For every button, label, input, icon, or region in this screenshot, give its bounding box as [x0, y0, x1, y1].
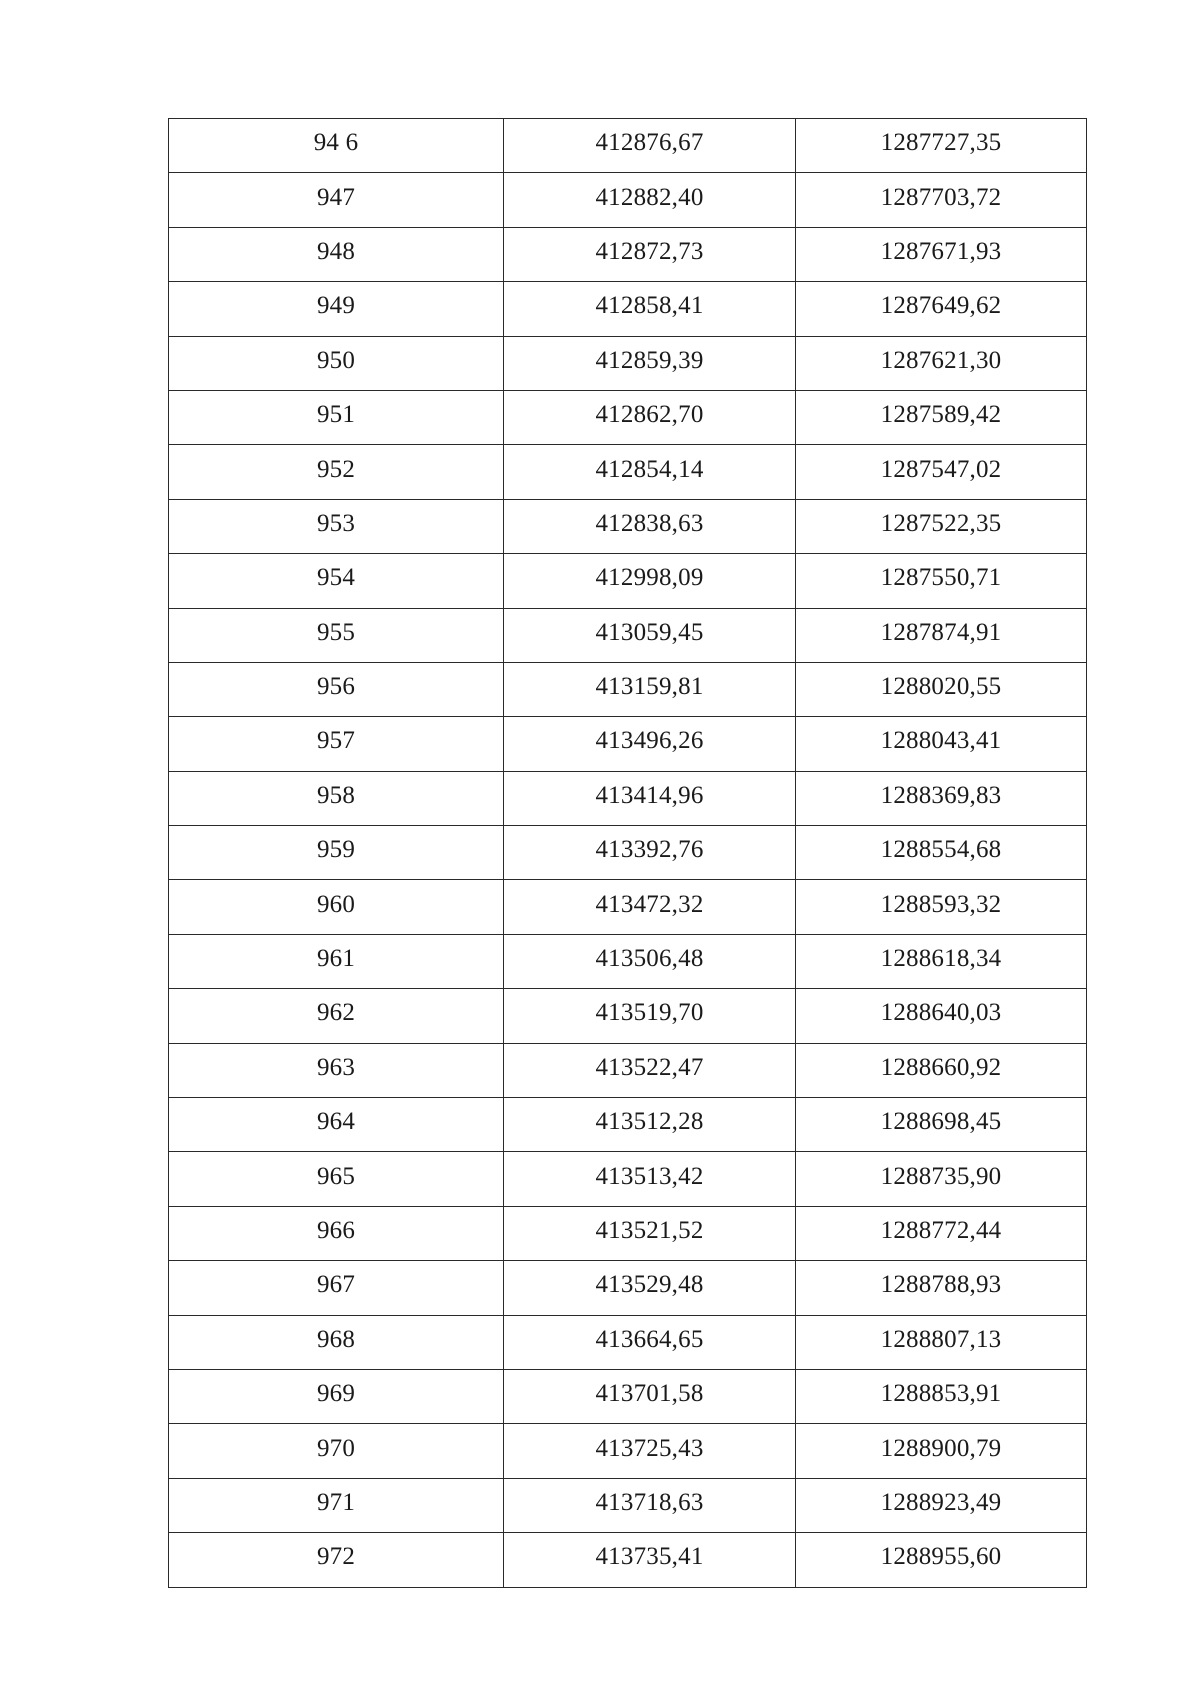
point-number-cell [169, 934, 504, 988]
point-number-cell [169, 1369, 504, 1423]
table-row [169, 499, 1087, 553]
table-row [169, 608, 1087, 662]
cell-text: 1287874,91 [880, 618, 1002, 646]
y-coordinate-cell [796, 227, 1087, 281]
cell-text: 1288593,32 [880, 890, 1002, 918]
cell-text: 1288554,68 [880, 836, 1002, 864]
cell-text: 413513,42 [595, 1162, 704, 1190]
x-coordinate-cell [504, 1478, 796, 1532]
table-row [169, 227, 1087, 281]
cell-text: 1287589,42 [880, 401, 1002, 429]
cell-text: 1287727,35 [880, 129, 1002, 157]
cell-text: 413414,96 [595, 781, 704, 809]
y-coordinate-cell [796, 1043, 1087, 1097]
coordinates-table-body [169, 119, 1087, 1588]
cell-text: 947 [316, 183, 356, 211]
cell-text: 1288660,92 [880, 1053, 1002, 1081]
point-number-cell [169, 1098, 504, 1152]
cell-text: 1287649,62 [880, 292, 1002, 320]
table-row [169, 1261, 1087, 1315]
y-coordinate-cell [796, 717, 1087, 771]
cell-text: 412862,70 [595, 401, 704, 429]
cell-text: 1287522,35 [880, 509, 1002, 537]
y-coordinate-cell [796, 771, 1087, 825]
cell-text: 1288923,49 [880, 1488, 1002, 1516]
cell-text: 413496,26 [595, 727, 704, 755]
cell-text: 413392,76 [595, 836, 704, 864]
y-coordinate-cell [796, 445, 1087, 499]
cell-text: 412838,63 [595, 509, 704, 537]
y-coordinate-cell [796, 934, 1087, 988]
cell-text: 967 [316, 1271, 356, 1299]
table-row [169, 1478, 1087, 1532]
cell-text: 413519,70 [595, 999, 704, 1027]
y-coordinate-cell [796, 826, 1087, 880]
cell-text: 412872,73 [595, 237, 704, 265]
point-number-cell [169, 554, 504, 608]
point-number-cell [169, 119, 504, 173]
point-number-cell [169, 1478, 504, 1532]
cell-text: 413701,58 [595, 1380, 704, 1408]
cell-text: 1287703,72 [880, 183, 1002, 211]
y-coordinate-cell [796, 282, 1087, 336]
cell-text: 1288640,03 [880, 999, 1002, 1027]
table-row [169, 826, 1087, 880]
table-row [169, 1315, 1087, 1369]
point-number-cell [169, 282, 504, 336]
point-number-cell [169, 499, 504, 553]
table-row [169, 1098, 1087, 1152]
table-row [169, 119, 1087, 173]
x-coordinate-cell [504, 771, 796, 825]
cell-text: 969 [316, 1380, 356, 1408]
cell-text: 1288788,93 [880, 1271, 1002, 1299]
table-row [169, 1533, 1087, 1587]
point-number-cell [169, 173, 504, 227]
cell-text: 413529,48 [595, 1271, 704, 1299]
cell-text: 413718,63 [595, 1488, 704, 1516]
table-row [169, 880, 1087, 934]
table-row [169, 173, 1087, 227]
cell-text: 413522,47 [595, 1053, 704, 1081]
cell-text: 955 [316, 618, 356, 646]
cell-text: 950 [316, 346, 356, 374]
table-row [169, 282, 1087, 336]
x-coordinate-cell [504, 390, 796, 444]
cell-text: 962 [316, 999, 356, 1027]
x-coordinate-cell [504, 1424, 796, 1478]
table-row [169, 1424, 1087, 1478]
y-coordinate-cell [796, 1261, 1087, 1315]
table-row [169, 1152, 1087, 1206]
point-number-cell [169, 826, 504, 880]
x-coordinate-cell [504, 1533, 796, 1587]
y-coordinate-cell [796, 499, 1087, 553]
table-row [169, 1206, 1087, 1260]
table-row [169, 390, 1087, 444]
table-row [169, 554, 1087, 608]
cell-text: 966 [316, 1217, 356, 1244]
x-coordinate-cell [504, 1315, 796, 1369]
cell-text: 954 [316, 564, 356, 592]
x-coordinate-cell [504, 227, 796, 281]
cell-text: 1288853,91 [880, 1380, 1002, 1408]
cell-text: 971 [316, 1488, 356, 1516]
cell-text: 949 [316, 292, 356, 320]
x-coordinate-cell [504, 1261, 796, 1315]
cell-text: 951 [316, 401, 356, 429]
cell-text: 1288955,60 [880, 1543, 1002, 1571]
x-coordinate-cell [504, 445, 796, 499]
cell-text: 1288735,90 [880, 1162, 1002, 1190]
y-coordinate-cell [796, 880, 1087, 934]
cell-text: 1288900,79 [880, 1434, 1002, 1462]
cell-text: 970 [316, 1434, 356, 1462]
point-number-cell [169, 1424, 504, 1478]
x-coordinate-cell [504, 934, 796, 988]
x-coordinate-cell [504, 662, 796, 716]
cell-text: 1288043,41 [880, 727, 1002, 755]
cell-text: 413472,32 [595, 890, 704, 918]
cell-text: 963 [316, 1053, 356, 1081]
cell-text: 1288807,13 [880, 1325, 1002, 1353]
y-coordinate-cell [796, 390, 1087, 444]
cell-text: 1288020,55 [880, 673, 1002, 701]
cell-text: 956 [316, 673, 356, 701]
cell-text: 1288772,44 [880, 1217, 1002, 1244]
y-coordinate-cell [796, 1152, 1087, 1206]
cell-text: 1288369,83 [880, 781, 1002, 809]
x-coordinate-cell [504, 1369, 796, 1423]
cell-text: 1288698,45 [880, 1108, 1002, 1136]
cell-text: 952 [316, 455, 356, 483]
table-row [169, 1369, 1087, 1423]
x-coordinate-cell [504, 880, 796, 934]
point-number-cell [169, 1261, 504, 1315]
y-coordinate-cell [796, 662, 1087, 716]
y-coordinate-cell [796, 608, 1087, 662]
point-number-cell [169, 336, 504, 390]
y-coordinate-cell [796, 989, 1087, 1043]
point-number-cell [169, 717, 504, 771]
cell-text: 412882,40 [595, 183, 704, 211]
point-number-cell [169, 1043, 504, 1097]
x-coordinate-cell [504, 282, 796, 336]
point-number-cell [169, 445, 504, 499]
cell-text: 964 [316, 1108, 356, 1136]
cell-text: 413512,28 [595, 1108, 704, 1136]
y-coordinate-cell [796, 1098, 1087, 1152]
table-row [169, 771, 1087, 825]
x-coordinate-cell [504, 989, 796, 1043]
cell-text: 413664,65 [595, 1325, 704, 1353]
cell-text: 412858,41 [595, 292, 704, 320]
y-coordinate-cell [796, 173, 1087, 227]
point-number-cell [169, 608, 504, 662]
cell-text: 965 [316, 1162, 356, 1190]
cell-text: 972 [316, 1543, 356, 1571]
table-row [169, 1043, 1087, 1097]
cell-text: 1288618,34 [880, 945, 1002, 973]
cell-text: 413735,41 [595, 1543, 704, 1571]
cell-text: 948 [316, 237, 356, 265]
x-coordinate-cell [504, 608, 796, 662]
point-number-cell [169, 662, 504, 716]
cell-text: 412876,67 [595, 129, 704, 157]
x-coordinate-cell [504, 717, 796, 771]
y-coordinate-cell [796, 1369, 1087, 1423]
point-number-cell [169, 771, 504, 825]
cell-text: 1287547,02 [880, 455, 1002, 483]
x-coordinate-cell [504, 336, 796, 390]
y-coordinate-cell [796, 554, 1087, 608]
cell-text: 413725,43 [595, 1434, 704, 1462]
cell-text: 94 6 [313, 129, 359, 157]
y-coordinate-cell [796, 1533, 1087, 1587]
table-row [169, 717, 1087, 771]
y-coordinate-cell [796, 336, 1087, 390]
x-coordinate-cell [504, 119, 796, 173]
cell-text: 412998,09 [595, 564, 704, 592]
x-coordinate-cell [504, 499, 796, 553]
cell-text: 959 [316, 836, 356, 864]
cell-text: 412854,14 [595, 455, 704, 483]
point-number-cell [169, 1533, 504, 1587]
table-row [169, 989, 1087, 1043]
x-coordinate-cell [504, 554, 796, 608]
cell-text: 957 [316, 727, 356, 755]
table-row [169, 445, 1087, 499]
cell-text: 961 [316, 945, 356, 973]
cell-text: 1287671,93 [880, 237, 1002, 265]
y-coordinate-cell [796, 1424, 1087, 1478]
x-coordinate-cell [504, 1098, 796, 1152]
cell-text: 960 [316, 890, 356, 918]
point-number-cell [169, 1206, 504, 1260]
point-number-cell [169, 880, 504, 934]
cell-text: 413506,48 [595, 945, 704, 973]
x-coordinate-cell [504, 1152, 796, 1206]
cell-text: 412859,39 [595, 346, 704, 374]
cell-text: 958 [316, 781, 356, 809]
point-number-cell [169, 989, 504, 1043]
cell-text: 413159,81 [595, 673, 704, 701]
point-number-cell [169, 227, 504, 281]
y-coordinate-cell [796, 1206, 1087, 1260]
point-number-cell [169, 1152, 504, 1206]
y-coordinate-cell [796, 1478, 1087, 1532]
coordinates-table [168, 118, 1087, 1588]
y-coordinate-cell [796, 1315, 1087, 1369]
x-coordinate-cell [504, 1043, 796, 1097]
cell-text: 968 [316, 1325, 356, 1353]
cell-text: 1287550,71 [880, 564, 1002, 592]
point-number-cell [169, 390, 504, 444]
x-coordinate-cell [504, 1206, 796, 1260]
table-row [169, 662, 1087, 716]
cell-text: 953 [316, 509, 356, 537]
table-row [169, 934, 1087, 988]
x-coordinate-cell [504, 173, 796, 227]
cell-text: 413521,52 [595, 1217, 704, 1244]
table-row [169, 336, 1087, 390]
cell-text: 413059,45 [595, 618, 704, 646]
x-coordinate-cell [504, 826, 796, 880]
cell-text: 1287621,30 [880, 346, 1002, 374]
y-coordinate-cell [796, 119, 1087, 173]
point-number-cell [169, 1315, 504, 1369]
